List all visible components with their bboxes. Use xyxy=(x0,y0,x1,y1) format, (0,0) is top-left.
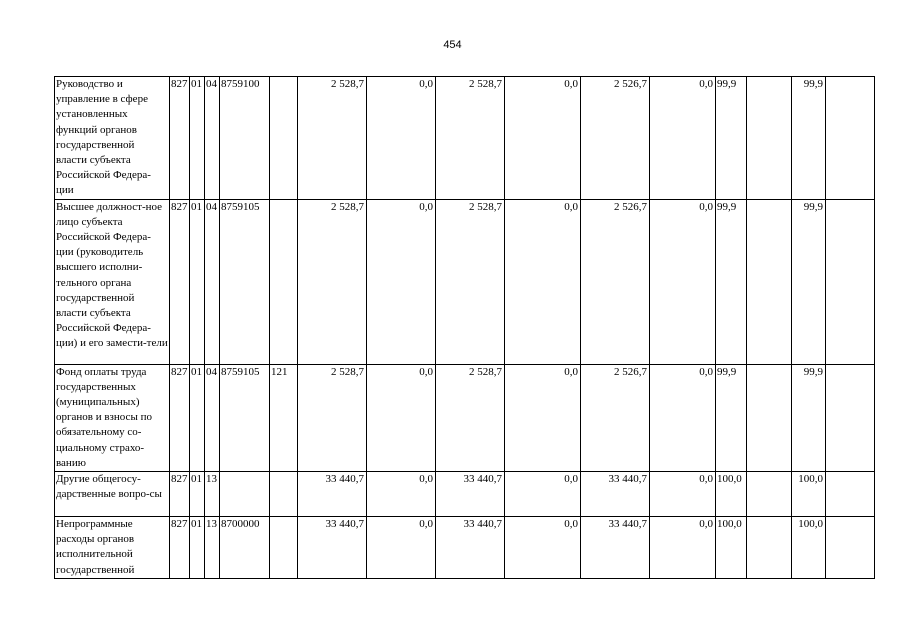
cell-value-8 xyxy=(747,364,792,471)
table-row xyxy=(55,517,875,579)
cell-csr: 8759105 xyxy=(220,364,270,471)
cell-vr: 121 xyxy=(270,364,298,471)
cell-value-7: 99,9 xyxy=(716,364,747,471)
table-row xyxy=(55,77,875,200)
cell-vr xyxy=(270,199,298,364)
cell-value-9: 99,9 xyxy=(792,364,826,471)
cell-value-5: 33 440,7 xyxy=(581,472,650,517)
cell-pr: 04 xyxy=(205,199,220,364)
cell-pr: 13 xyxy=(205,472,220,517)
cell-vr xyxy=(270,472,298,517)
cell-value-1: 33 440,7 xyxy=(298,472,367,517)
cell-csr: 8759105 xyxy=(220,199,270,364)
cell-value-10 xyxy=(826,517,875,579)
cell-value-2: 0,0 xyxy=(367,364,436,471)
cell-value-4: 0,0 xyxy=(505,199,581,364)
cell-value-7: 99,9 xyxy=(716,199,747,364)
cell-value-8 xyxy=(747,199,792,364)
cell-csr: 8700000 xyxy=(220,517,270,579)
cell-value-8 xyxy=(747,472,792,517)
page-number: 454 xyxy=(443,39,462,51)
cell-value-6: 0,0 xyxy=(650,199,716,364)
cell-value-10 xyxy=(826,77,875,200)
cell-value-1: 2 528,7 xyxy=(298,199,367,364)
cell-value-5: 2 526,7 xyxy=(581,199,650,364)
cell-value-3: 33 440,7 xyxy=(436,472,505,517)
cell-pr: 13 xyxy=(205,517,220,579)
cell-value-2: 0,0 xyxy=(367,199,436,364)
cell-value-5: 33 440,7 xyxy=(581,517,650,579)
cell-value-7: 100,0 xyxy=(716,472,747,517)
cell-vr xyxy=(270,77,298,200)
cell-value-8 xyxy=(747,517,792,579)
cell-value-2: 0,0 xyxy=(367,77,436,200)
cell-value-8 xyxy=(747,77,792,200)
cell-value-4: 0,0 xyxy=(505,77,581,200)
table-row xyxy=(55,199,875,364)
cell-value-2: 0,0 xyxy=(367,472,436,517)
cell-value-6: 0,0 xyxy=(650,364,716,471)
cell-value-1: 2 528,7 xyxy=(298,364,367,471)
cell-pr: 04 xyxy=(205,77,220,200)
row-name: Непрограммные расходы органов исполнительной государственной xyxy=(55,517,170,579)
cell-value-3: 2 528,7 xyxy=(436,77,505,200)
cell-rz: 01 xyxy=(190,517,205,579)
cell-value-9: 99,9 xyxy=(792,199,826,364)
cell-rz: 01 xyxy=(190,364,205,471)
row-name: Высшее должност-ное лицо субъекта Российской Федера-ции (руководитель высшего исполни-тельного органа государственной власти субъекта Российской Федера-ции) и его замести-тели xyxy=(55,199,170,364)
cell-rz: 01 xyxy=(190,199,205,364)
cell-value-9: 100,0 xyxy=(792,472,826,517)
budget-table xyxy=(54,76,875,579)
cell-ved: 827 xyxy=(170,364,190,471)
cell-value-6: 0,0 xyxy=(650,77,716,200)
cell-rz: 01 xyxy=(190,77,205,200)
cell-vr xyxy=(270,517,298,579)
cell-pr: 04 xyxy=(205,364,220,471)
cell-rz: 01 xyxy=(190,472,205,517)
cell-ved: 827 xyxy=(170,77,190,200)
cell-csr xyxy=(220,472,270,517)
cell-value-4: 0,0 xyxy=(505,472,581,517)
cell-csr: 8759100 xyxy=(220,77,270,200)
cell-value-7: 100,0 xyxy=(716,517,747,579)
cell-value-1: 33 440,7 xyxy=(298,517,367,579)
row-name: Фонд оплаты труда государственных (муниципальных) органов и взносы по обязательному со-циальному страхо-ванию xyxy=(55,364,170,471)
cell-value-9: 100,0 xyxy=(792,517,826,579)
cell-ved: 827 xyxy=(170,199,190,364)
cell-value-10 xyxy=(826,472,875,517)
table-row xyxy=(55,364,875,471)
cell-value-3: 33 440,7 xyxy=(436,517,505,579)
cell-value-4: 0,0 xyxy=(505,364,581,471)
cell-ved: 827 xyxy=(170,517,190,579)
cell-value-7: 99,9 xyxy=(716,77,747,200)
cell-value-2: 0,0 xyxy=(367,517,436,579)
cell-value-3: 2 528,7 xyxy=(436,364,505,471)
cell-value-1: 2 528,7 xyxy=(298,77,367,200)
cell-value-6: 0,0 xyxy=(650,517,716,579)
cell-value-10 xyxy=(826,199,875,364)
cell-value-9: 99,9 xyxy=(792,77,826,200)
row-name: Руководство и управление в сфере установленных функций органов государственной власти субъекта Российской Федера-ции xyxy=(55,77,170,200)
cell-value-6: 0,0 xyxy=(650,472,716,517)
cell-value-10 xyxy=(826,364,875,471)
table-row xyxy=(55,472,875,517)
cell-ved: 827 xyxy=(170,472,190,517)
cell-value-5: 2 526,7 xyxy=(581,364,650,471)
cell-value-3: 2 528,7 xyxy=(436,199,505,364)
cell-value-5: 2 526,7 xyxy=(581,77,650,200)
row-name: Другие общегосу-дарственные вопро-сы xyxy=(55,472,170,517)
cell-value-4: 0,0 xyxy=(505,517,581,579)
